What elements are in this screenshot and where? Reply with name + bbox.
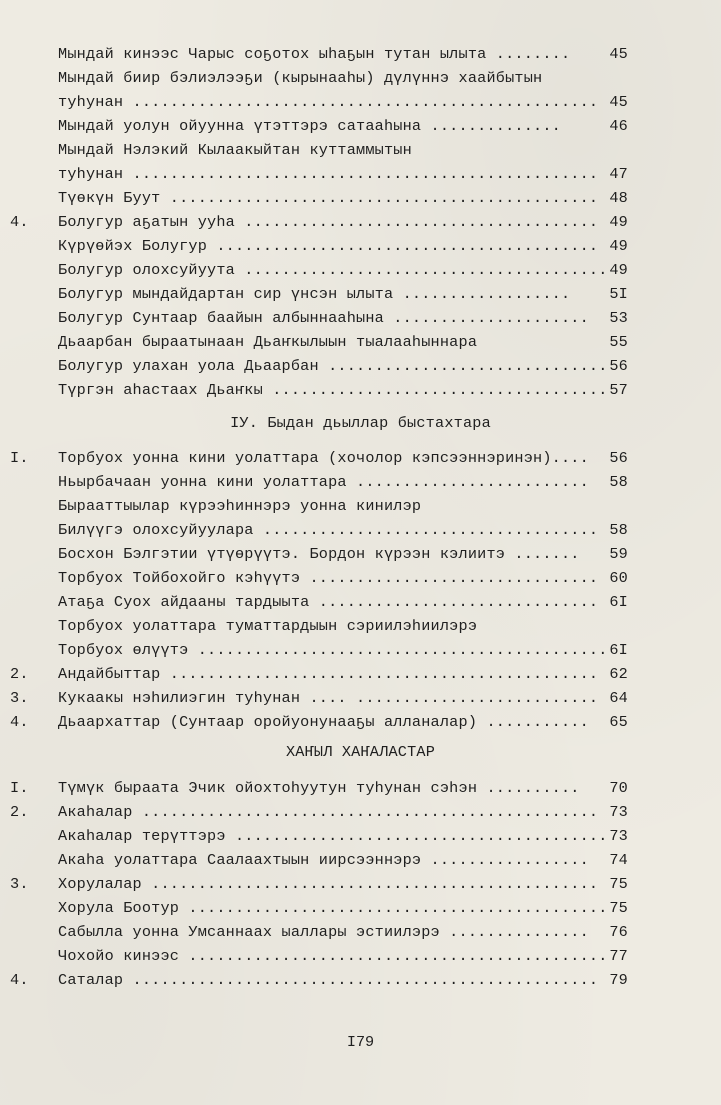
entry-title: Түргэн аһастаах Дьаҥкы .................................... xyxy=(58,381,608,399)
toc-entry xyxy=(0,776,721,800)
entry-page: 75 xyxy=(609,899,628,917)
entry-title: туһунан .................................................. xyxy=(58,165,599,183)
entry-page: 47 xyxy=(609,165,628,183)
entry-title: Акаһалар ................................................. xyxy=(58,803,599,821)
toc-entry xyxy=(0,234,721,258)
entry-title: Хорулалар ................................................ xyxy=(58,875,599,893)
toc-entry xyxy=(0,330,721,354)
toc-entry xyxy=(0,306,721,330)
entry-title: Акаһа уолаттара Саалаахтыын иирсээннэрэ ................. xyxy=(58,851,589,869)
entry-page: 58 xyxy=(609,521,628,539)
entry-page: 49 xyxy=(609,261,628,279)
entry-title: Болугур аҕатын ууһа ...................................... xyxy=(58,213,599,231)
toc-entry xyxy=(0,662,721,686)
entry-title: Босхон Бэлгэтии үтүөрүүтэ. Бордон күрээн кэлиитэ ....... xyxy=(58,545,580,563)
entry-number: 3. xyxy=(10,689,29,707)
toc-entry xyxy=(0,446,721,470)
toc-entry xyxy=(0,258,721,282)
entry-title: Болугур олохсуйуута ....................................... xyxy=(58,261,608,279)
entry-title: Мындай уолун ойуунна үтэттэрэ сатааһына .............. xyxy=(58,117,561,135)
toc-entry xyxy=(0,542,721,566)
toc-entry xyxy=(0,848,721,872)
section-heading: IУ. Быдан дьыллар быстахтара xyxy=(230,414,491,432)
entry-page: 60 xyxy=(609,569,628,587)
entry-title: Дьаарбан быраатынаан Дьаҥкылыын тыалааһыннара xyxy=(58,333,478,351)
toc-entry xyxy=(0,138,721,162)
entry-title: Торбуох уолаттара туматтардыын сэриилэһиилэрэ xyxy=(58,617,478,635)
toc-entry xyxy=(0,114,721,138)
entry-title: Сабылла уонна Умсаннаах ыаллары эстиилэрэ ............... xyxy=(58,923,589,941)
toc-entry xyxy=(0,614,721,638)
entry-page: 49 xyxy=(609,237,628,255)
toc-entry xyxy=(0,282,721,306)
entry-page: 6I xyxy=(609,593,628,611)
toc-entry xyxy=(0,162,721,186)
entry-title: Ньырбачаан уонна кини уолаттара ......................... xyxy=(58,473,589,491)
entry-page: 53 xyxy=(609,309,628,327)
entry-page: 5I xyxy=(609,285,628,303)
entry-page: 77 xyxy=(609,947,628,965)
entry-page: 48 xyxy=(609,189,628,207)
entry-title: Атаҕа Суох айдааны тардыыта .............................. xyxy=(58,593,599,611)
toc-entry xyxy=(0,566,721,590)
entry-page: 64 xyxy=(609,689,628,707)
entry-page: 74 xyxy=(609,851,628,869)
entry-title: Билүүгэ олохсуйуулара .................................... xyxy=(58,521,599,539)
toc-entry xyxy=(0,824,721,848)
entry-number: I. xyxy=(10,779,29,797)
toc-entry xyxy=(0,354,721,378)
entry-page: 49 xyxy=(609,213,628,231)
entry-number: I. xyxy=(10,449,29,467)
entry-title: Бырааттыылар күрээһиннэрэ уонна кинилэр xyxy=(58,497,422,515)
entry-number: 4. xyxy=(10,971,29,989)
entry-page: 45 xyxy=(609,45,628,63)
entry-title: Мындай кинээс Чарыс соҕотох ыһаҕын тутан ылыта ........ xyxy=(58,45,571,63)
section-heading: ХАҤЫЛ ХАҤАЛАСТАР xyxy=(285,743,436,761)
toc-entry xyxy=(0,378,721,402)
entry-page: 45 xyxy=(609,93,628,111)
entry-title: Акаһалар терүттэрэ ........................................ xyxy=(58,827,608,845)
entry-title: Торбуох уонна кини уолаттара (хочолор кэпсээннэринэн).... xyxy=(58,449,589,467)
entry-page: 73 xyxy=(609,827,628,845)
entry-title: Чохойо кинээс ............................................. xyxy=(58,947,608,965)
entry-title: Андайбыттар .............................................. xyxy=(58,665,599,683)
entry-number: 2. xyxy=(10,803,29,821)
entry-title: Торбуох өлүүтэ ............................................ xyxy=(58,641,608,659)
entry-number: 2. xyxy=(10,665,29,683)
toc-entry xyxy=(0,896,721,920)
entry-page: 73 xyxy=(609,803,628,821)
toc-entry xyxy=(0,42,721,66)
entry-title: туһунан .................................................. xyxy=(58,93,599,111)
toc-entry xyxy=(0,590,721,614)
toc-entry xyxy=(0,920,721,944)
entry-page: 56 xyxy=(609,449,628,467)
entry-title: Түмүк быраата Эчик ойохтоһуутун туһунан сэһэн .......... xyxy=(58,779,580,797)
entry-title: Түөкүн Буут .............................................. xyxy=(58,189,599,207)
entry-page: 76 xyxy=(609,923,628,941)
entry-number: 4. xyxy=(10,713,29,731)
entry-page: 59 xyxy=(609,545,628,563)
entry-page: 57 xyxy=(609,381,628,399)
entry-title: Мындай Нэлэкий Кылаакыйтан куттаммытын xyxy=(58,141,412,159)
entry-number: 4. xyxy=(10,213,29,231)
toc-entry xyxy=(0,66,721,90)
entry-title: Болугур Сунтаар баайын албыннааһына ..................... xyxy=(58,309,589,327)
toc-entry xyxy=(0,686,721,710)
entry-page: 56 xyxy=(609,357,628,375)
page-number: I79 xyxy=(346,1033,375,1051)
entry-title: Болугур улахан уола Дьаарбан .............................. xyxy=(58,357,608,375)
entry-title: Торбуох Тойбохойго кэһүүтэ ............................... xyxy=(58,569,599,587)
toc-entry xyxy=(0,638,721,662)
toc-entry xyxy=(0,968,721,992)
toc-entry xyxy=(0,186,721,210)
entry-title: Мындай биир бэлиэлээҕи (кырынааһы) дүлүннэ хаайбытын xyxy=(58,69,543,87)
toc-entry xyxy=(0,710,721,734)
entry-page: 70 xyxy=(609,779,628,797)
entry-page: 75 xyxy=(609,875,628,893)
toc-entry xyxy=(0,494,721,518)
entry-page: 79 xyxy=(609,971,628,989)
entry-page: 65 xyxy=(609,713,628,731)
entry-page: 58 xyxy=(609,473,628,491)
toc-entry xyxy=(0,518,721,542)
entry-title: Күрүөйэх Болугур ......................................... xyxy=(58,237,599,255)
toc-entry xyxy=(0,944,721,968)
toc-entry xyxy=(0,210,721,234)
toc-entry xyxy=(0,800,721,824)
toc-entry xyxy=(0,872,721,896)
entry-page: 55 xyxy=(609,333,628,351)
entry-title: Кукаакы нэһилиэгин туһунан .... .......................... xyxy=(58,689,599,707)
toc-entry xyxy=(0,470,721,494)
entry-number: 3. xyxy=(10,875,29,893)
entry-page: 62 xyxy=(609,665,628,683)
toc-entry xyxy=(0,90,721,114)
entry-title: Саталар .................................................. xyxy=(58,971,599,989)
entry-title: Дьаархаттар (Сунтаар оройуонунааҕы алланалар) ........... xyxy=(58,713,589,731)
entry-page: 6I xyxy=(609,641,628,659)
entry-title: Хорула Боотур ............................................. xyxy=(58,899,608,917)
entry-title: Болугур мындайдартан сир үнсэн ылыта .................. xyxy=(58,285,571,303)
entry-page: 46 xyxy=(609,117,628,135)
